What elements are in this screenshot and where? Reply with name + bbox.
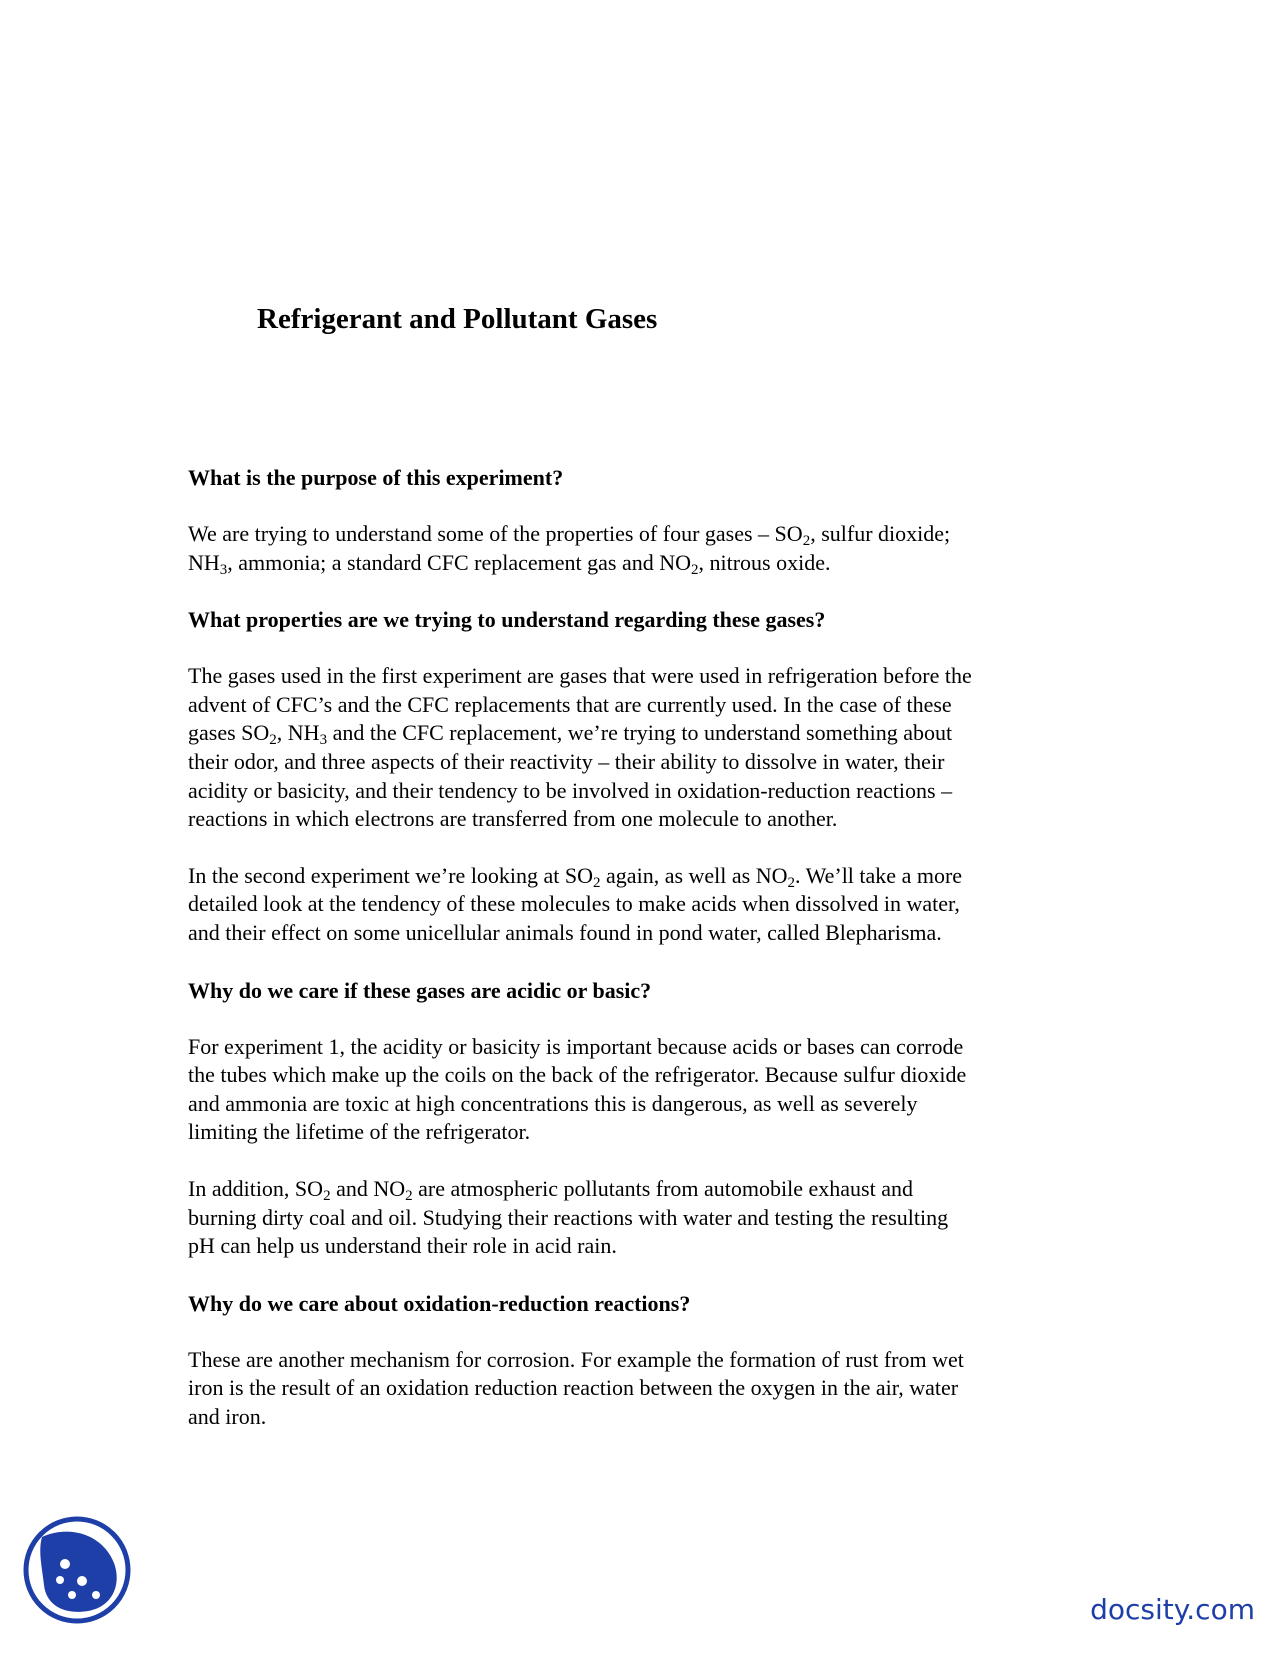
subscript: 2 xyxy=(323,1187,331,1204)
text-run: again, as well as NO xyxy=(600,862,788,888)
paragraph-line xyxy=(188,1204,1088,1233)
paragraph-line xyxy=(188,1118,1088,1147)
text-run: . We’ll take a more xyxy=(795,862,963,888)
text-run: detailed look at the tendency of these molecules to make acids when dissolved in water, xyxy=(188,891,960,917)
text-run: and their effect on some unicellular animals found in pond water, called Blepharisma. xyxy=(188,919,942,945)
text-run: For experiment 1, the acidity or basicity is important because acids or bases can corrode xyxy=(188,1033,964,1059)
logo-dot xyxy=(77,1576,87,1586)
text-run: , ammonia; a standard CFC replacement gas and NO xyxy=(227,549,691,575)
logo-drop-shape xyxy=(40,1532,116,1612)
logo-dot xyxy=(60,1559,70,1569)
paragraph-line xyxy=(188,1175,1088,1204)
paragraph-line xyxy=(188,748,1088,777)
paragraph-line xyxy=(188,719,1088,748)
text-run: , nitrous oxide. xyxy=(698,549,831,575)
logo-dot xyxy=(56,1576,64,1584)
paragraph-line xyxy=(188,919,1088,948)
paragraph-line xyxy=(188,1033,1088,1062)
text-run: We are trying to understand some of the properties of four gases – SO xyxy=(188,521,803,546)
text-run: iron is the result of an oxidation reduction reaction between the oxygen in the air, water xyxy=(188,1375,959,1401)
subscript: 3 xyxy=(319,732,328,749)
paragraph-line xyxy=(188,549,1088,578)
paragraph-line xyxy=(188,1346,1088,1375)
subscript: 3 xyxy=(219,561,228,578)
text-run: , NH xyxy=(276,720,320,746)
brand-link[interactable]: docsity.com xyxy=(1090,1593,1255,1626)
paragraph-line xyxy=(188,520,1088,549)
document-body xyxy=(188,463,1088,1459)
paragraph-line xyxy=(188,1232,1088,1261)
paragraph-line xyxy=(188,890,1088,919)
text-run: In addition, SO xyxy=(188,1175,324,1201)
section-question: What properties are we trying to understand regarding these gases? xyxy=(188,607,826,633)
section-paragraph xyxy=(188,1175,1088,1261)
text-run: acidity or basicity, and their tendency to be involved in oxidation-reduction reactions – xyxy=(188,777,953,803)
section-paragraph xyxy=(188,862,1088,948)
paragraph-line xyxy=(188,1403,1088,1432)
subscript: 2 xyxy=(269,732,277,749)
section-paragraph xyxy=(188,520,1088,577)
text-run: burning dirty coal and oil. Studying their reactions with water and testing the resulting xyxy=(188,1204,949,1230)
text-run: The gases used in the first experiment are gases that were used in refrigeration before the xyxy=(188,663,972,689)
docsity-logo-icon[interactable] xyxy=(22,1515,132,1625)
text-run: These are another mechanism for corrosion. For example the formation of rust from wet xyxy=(188,1346,964,1372)
section-paragraph xyxy=(188,1346,1088,1432)
text-run: the tubes which make up the coils on the back of the refrigerator. Because sulfur dioxide xyxy=(188,1062,967,1088)
paragraph-line xyxy=(188,1061,1088,1090)
text-run: , sulfur dioxide; xyxy=(810,521,951,546)
section-paragraph xyxy=(188,662,1088,834)
paragraph-line xyxy=(188,691,1088,720)
text-run: reactions in which electrons are transferred from one molecule to another. xyxy=(188,806,838,832)
paragraph-line xyxy=(188,777,1088,806)
text-run: NH xyxy=(188,549,220,575)
section-question: What is the purpose of this experiment? xyxy=(188,465,564,490)
text-run: and the CFC replacement, we’re trying to understand something about xyxy=(327,720,953,746)
subscript: 2 xyxy=(787,874,795,891)
section-question: Why do we care about oxidation-reduction reactions? xyxy=(188,1290,691,1316)
paragraph-line xyxy=(188,662,1088,691)
text-run: and NO xyxy=(330,1175,406,1201)
paragraph-line xyxy=(188,1374,1088,1403)
text-run: and iron. xyxy=(188,1403,267,1429)
text-run: In the second experiment we’re looking at SO xyxy=(188,862,594,888)
subscript: 2 xyxy=(405,1187,413,1204)
text-run: are atmospheric pollutants from automobile exhaust and xyxy=(412,1175,913,1201)
paragraph-line xyxy=(188,1090,1088,1119)
paragraph-line xyxy=(188,805,1088,834)
section-paragraph xyxy=(188,1033,1088,1147)
subscript: 2 xyxy=(802,533,811,549)
logo-dot xyxy=(92,1591,100,1599)
text-run: their odor, and three aspects of their reactivity – their ability to dissolve in water, their xyxy=(188,748,945,774)
subscript: 2 xyxy=(593,874,601,891)
text-run: gases SO xyxy=(188,720,270,746)
page-title: Refrigerant and Pollutant Gases xyxy=(257,303,658,335)
text-run: pH can help us understand their role in acid rain. xyxy=(188,1233,617,1259)
paragraph-line xyxy=(188,862,1088,891)
text-run: advent of CFC’s and the CFC replacements that are currently used. In the case of these xyxy=(188,691,952,717)
text-run: and ammonia are toxic at high concentrations this is dangerous, as well as severely xyxy=(188,1090,918,1116)
section-question: Why do we care if these gases are acidic or basic? xyxy=(188,977,652,1003)
subscript: 2 xyxy=(691,561,699,578)
text-run: limiting the lifetime of the refrigerator. xyxy=(188,1119,531,1145)
logo-dot xyxy=(68,1591,76,1599)
